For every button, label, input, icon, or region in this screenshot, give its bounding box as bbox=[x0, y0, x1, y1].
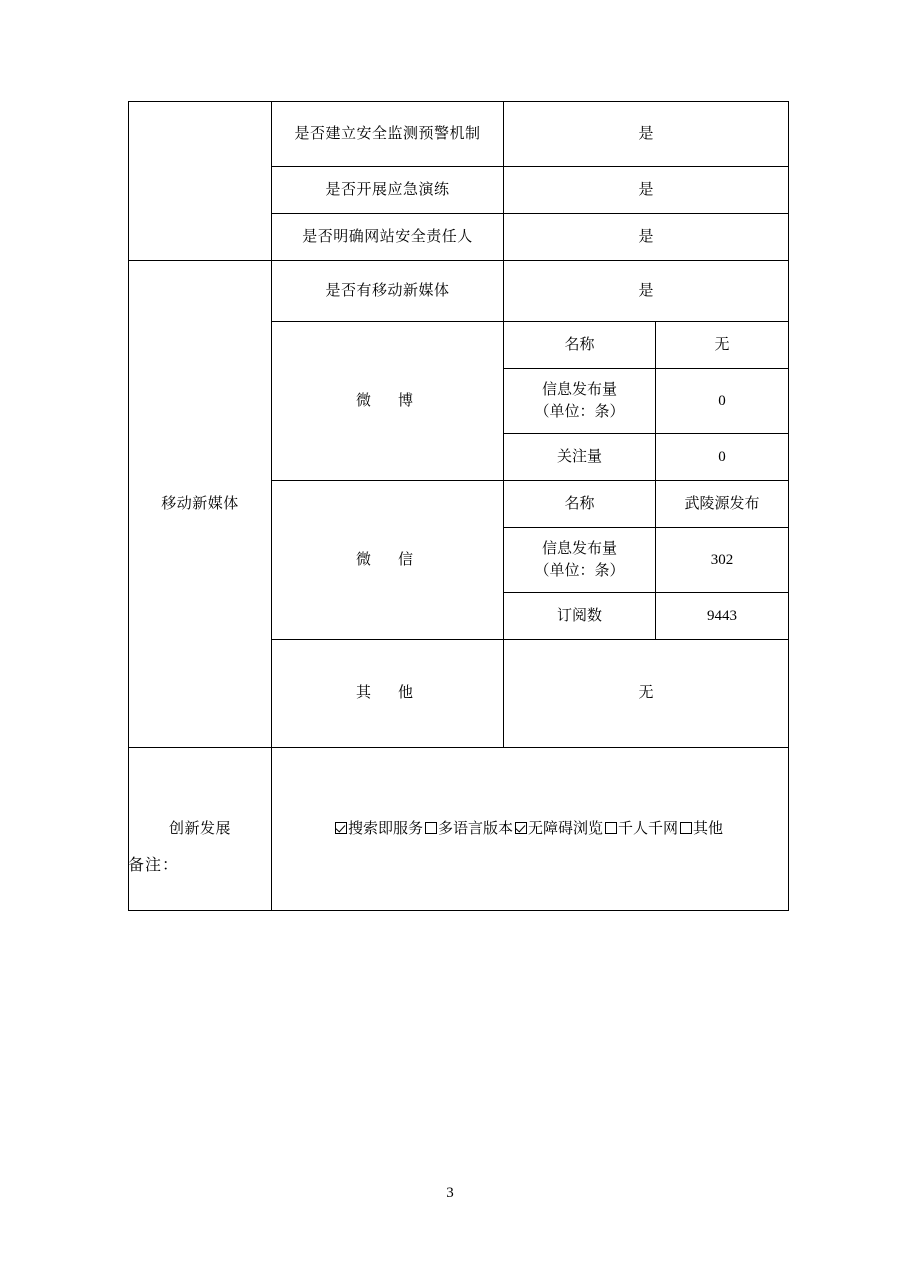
weibo-posts-label-line1: 信息发布量 bbox=[541, 381, 617, 398]
innovation-option-accessibility[interactable] bbox=[515, 821, 603, 837]
section-label-innovation: 创新发展 bbox=[129, 748, 272, 911]
innovation-option-label: 多语言版本 bbox=[437, 820, 513, 837]
innovation-checkbox-group bbox=[276, 818, 784, 841]
row-label-has-mobile-media: 是否有移动新媒体 bbox=[272, 261, 504, 322]
row-label-security-owner: 是否明确网站安全责任人 bbox=[272, 214, 504, 261]
weibo-name-label: 名称 bbox=[504, 322, 656, 369]
weixin-posts-label-line2: （单位：条） bbox=[534, 563, 625, 579]
checkbox-unchecked-icon[interactable] bbox=[425, 822, 437, 834]
annual-report-table bbox=[128, 101, 789, 911]
table-row bbox=[129, 261, 789, 322]
weibo-posts-label-line2: （单位：条） bbox=[534, 404, 625, 420]
innovation-option-label: 千人千网 bbox=[618, 820, 679, 837]
innovation-option-label: 无障碍浏览 bbox=[528, 820, 604, 837]
row-label-emergency-drill: 是否开展应急演练 bbox=[272, 167, 504, 214]
weixin-posts-label bbox=[504, 528, 656, 593]
row-value-security-owner: 是 bbox=[504, 214, 789, 261]
weixin-posts-value: 302 bbox=[656, 528, 789, 593]
row-value-security-warning: 是 bbox=[504, 102, 789, 167]
checkbox-checked-icon[interactable] bbox=[335, 822, 347, 834]
weixin-subscribers-label: 订阅数 bbox=[504, 593, 656, 640]
checkbox-checked-icon[interactable] bbox=[515, 822, 527, 834]
weibo-posts-value: 0 bbox=[656, 369, 789, 434]
weibo-name-value: 无 bbox=[656, 322, 789, 369]
row-label-security-warning: 是否建立安全监测预警机制 bbox=[272, 102, 504, 167]
subsection-label-other: 其 他 bbox=[272, 640, 504, 748]
page-number: 3 bbox=[446, 1185, 454, 1201]
table-row bbox=[129, 102, 789, 167]
weixin-name-label: 名称 bbox=[504, 481, 656, 528]
weibo-followers-label: 关注量 bbox=[504, 434, 656, 481]
weibo-followers-value: 0 bbox=[656, 434, 789, 481]
table-row bbox=[129, 748, 789, 911]
subsection-label-weixin: 微 信 bbox=[272, 481, 504, 640]
innovation-options-cell bbox=[272, 748, 789, 911]
subsection-label-weibo: 微 博 bbox=[272, 322, 504, 481]
innovation-option-search-as-service[interactable] bbox=[335, 821, 423, 837]
weixin-name-value: 武陵源发布 bbox=[656, 481, 789, 528]
innovation-option-personalized[interactable] bbox=[605, 821, 678, 837]
checkbox-unchecked-icon[interactable] bbox=[605, 822, 617, 834]
remark-label: 备注： bbox=[128, 857, 180, 874]
innovation-option-label: 搜索即服务 bbox=[347, 820, 423, 837]
weibo-posts-label bbox=[504, 369, 656, 434]
checkbox-unchecked-icon[interactable] bbox=[680, 822, 692, 834]
security-section-label bbox=[129, 102, 272, 261]
section-label-mobile-media: 移动新媒体 bbox=[129, 261, 272, 748]
innovation-option-label: 其他 bbox=[693, 820, 724, 837]
row-value-emergency-drill: 是 bbox=[504, 167, 789, 214]
weixin-posts-label-line1: 信息发布量 bbox=[541, 540, 617, 557]
innovation-option-other[interactable] bbox=[680, 821, 723, 837]
weixin-subscribers-value: 9443 bbox=[656, 593, 789, 640]
other-media-value: 无 bbox=[504, 640, 789, 748]
innovation-option-multilanguage[interactable] bbox=[425, 821, 513, 837]
row-value-has-mobile-media: 是 bbox=[504, 261, 789, 322]
